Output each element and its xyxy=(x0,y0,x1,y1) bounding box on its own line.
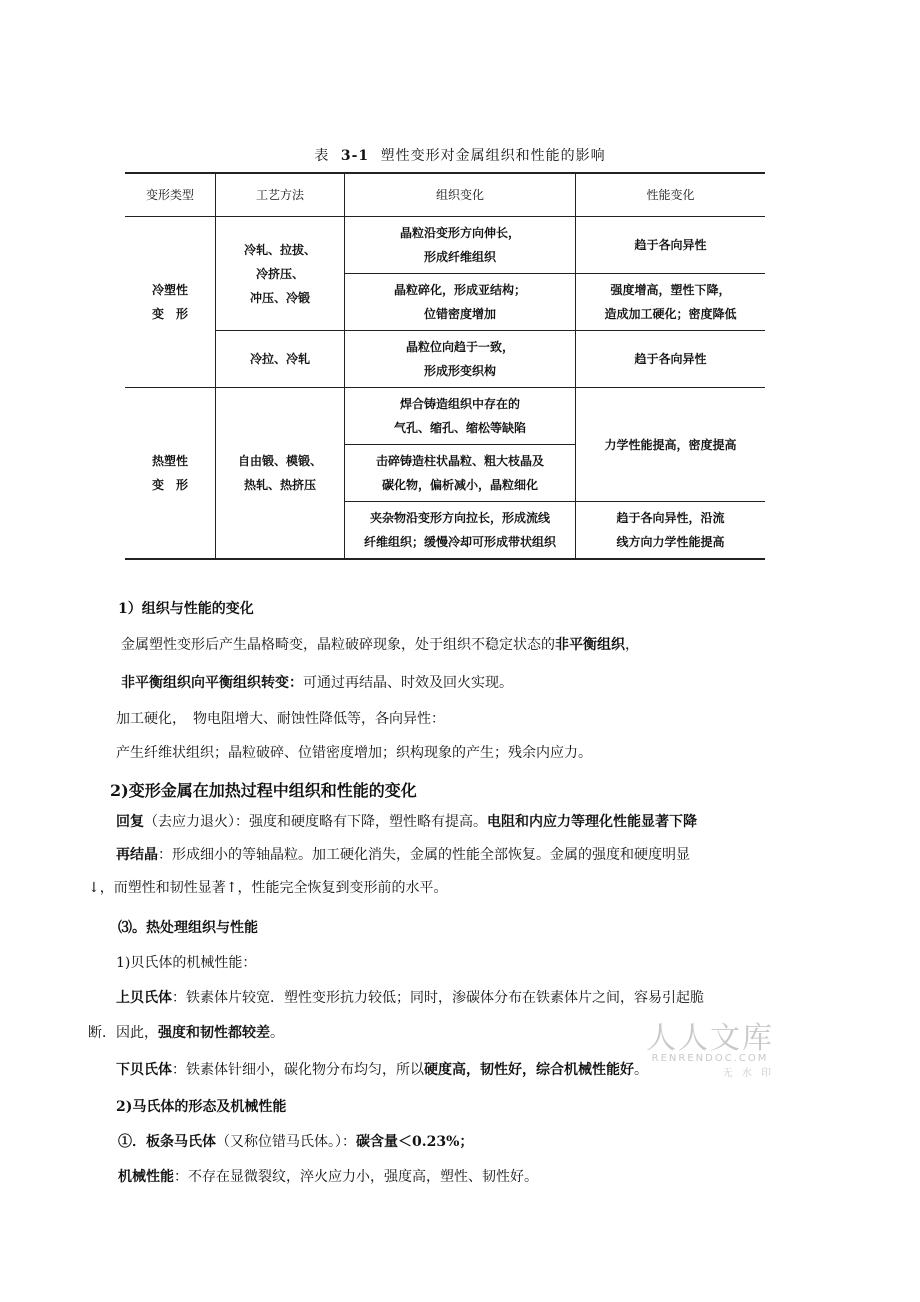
watermark-domain: RENRENDOC.COM xyxy=(651,1053,769,1064)
paragraph: 回复（去应力退火）：强度和硬度略有下降，塑性略有提高。电阻和内应力等理化性能显著下降 xyxy=(116,814,697,830)
cold-perf-cell: 趋于各向异性 xyxy=(576,331,766,388)
cold-org-cell: 晶粒位向趋于一致， 形成形变织构 xyxy=(345,331,576,388)
watermark xyxy=(646,1013,774,1079)
header-type: 变形类型 xyxy=(125,173,216,217)
hot-type-cell: 热塑性 变 形 xyxy=(151,454,188,492)
cold-perf-cell: 趋于各向异性 xyxy=(576,217,766,274)
hot-org-cell: 击碎铸造柱状晶粒、粗大枝晶及 碳化物，偏析减小，晶粒细化 xyxy=(345,445,576,502)
table-caption xyxy=(0,145,920,165)
deformation-effects-table xyxy=(125,172,765,560)
table-row xyxy=(125,331,765,388)
subsection-title: 2)马氏体的形态及机械性能 xyxy=(116,1099,287,1115)
watermark-note: 无 水 印 xyxy=(722,1068,774,1079)
table-header-row xyxy=(125,173,765,217)
cold-method-cell: 冷拉、冷轧 xyxy=(216,331,345,388)
subsection-title: 1)贝氏体的机械性能： xyxy=(116,955,257,971)
paragraph: 下贝氏体：铁素体针细小，碳化物分布均匀，所以硬度高，韧性好，综合机械性能好。 xyxy=(116,1062,648,1078)
paragraph: 金属塑性变形后产生晶格畸变，晶粒破碎现象，处于组织不稳定状态的非平衡组织， xyxy=(121,637,639,653)
section-3-title: ⑶。热处理组织与性能 xyxy=(118,920,258,936)
hot-method-cell: 自由锻、模锻、 热轧、热挤压 xyxy=(216,388,345,560)
hot-org-cell: 夹杂物沿变形方向拉长，形成流线 纤维组织；缓慢冷却可形成带状组织 xyxy=(345,502,576,560)
caption-number: 3-1 xyxy=(340,148,370,164)
hot-perf-cell: 趋于各向异性，沿流 线方向力学性能提高 xyxy=(576,502,766,560)
caption-prefix: 表 xyxy=(314,148,330,164)
cold-method-cell: 冷轧、拉拔、 冷挤压、 冲压、冷锻 xyxy=(216,217,345,331)
table-row xyxy=(125,388,765,445)
cold-org-cell: 晶粒碎化，形成亚结构； 位错密度增加 xyxy=(345,274,576,331)
hot-org-cell: 焊合铸造组织中存在的 气孔、缩孔、缩松等缺陷 xyxy=(345,388,576,445)
caption-title: 塑性变形对金属组织和性能的影响 xyxy=(380,148,606,164)
paragraph: 加工硬化， 物电阻增大、耐蚀性降低等，各向异性： xyxy=(116,711,445,727)
cold-org-cell: 晶粒沿变形方向伸长， 形成纤维组织 xyxy=(345,217,576,274)
header-method: 工艺方法 xyxy=(216,173,345,217)
paragraph: 再结晶：形成细小的等轴晶粒。加工硬化消失，金属的性能全部恢复。金属的强度和硬度明显 xyxy=(116,847,690,863)
paragraph: ↓，而塑性和韧性显著↑，性能完全恢复到变形前的水平。 xyxy=(88,880,448,896)
cold-perf-cell: 强度增高，塑性下降， 造成加工硬化；密度降低 xyxy=(576,274,766,331)
paragraph: 产生纤维状组织；晶粒破碎、位错密度增加；织构现象的产生；残余内应力。 xyxy=(116,745,592,761)
section-2-title: 2)变形金属在加热过程中组织和性能的变化 xyxy=(110,781,417,800)
paragraph: ①．板条马氏体（又称位错马氏体。）：碳含量＜0.23%； xyxy=(118,1134,474,1150)
hot-perf-cell: 力学性能提高，密度提高 xyxy=(576,388,766,502)
table-row xyxy=(125,217,765,274)
paragraph: 上贝氏体：铁素体片较宽．塑性变形抗力较低；同时，渗碳体分布在铁素体片之间，容易引起脆 xyxy=(116,990,704,1006)
header-organization: 组织变化 xyxy=(345,173,576,217)
cold-type-cell: 冷塑性 变 形 xyxy=(125,217,216,388)
paragraph: 断．因此，强度和韧性都较差。 xyxy=(88,1025,284,1041)
watermark-title: 人人文库 xyxy=(646,1021,774,1056)
section-1-title: 1）组织与性能的变化 xyxy=(118,601,254,617)
paragraph: 非平衡组织向平衡组织转变：可通过再结晶、时效及回火实现。 xyxy=(121,675,513,691)
paragraph: 机械性能：不存在显微裂纹，淬火应力小，强度高，塑性、韧性好。 xyxy=(118,1169,538,1185)
header-performance: 性能变化 xyxy=(576,173,766,217)
